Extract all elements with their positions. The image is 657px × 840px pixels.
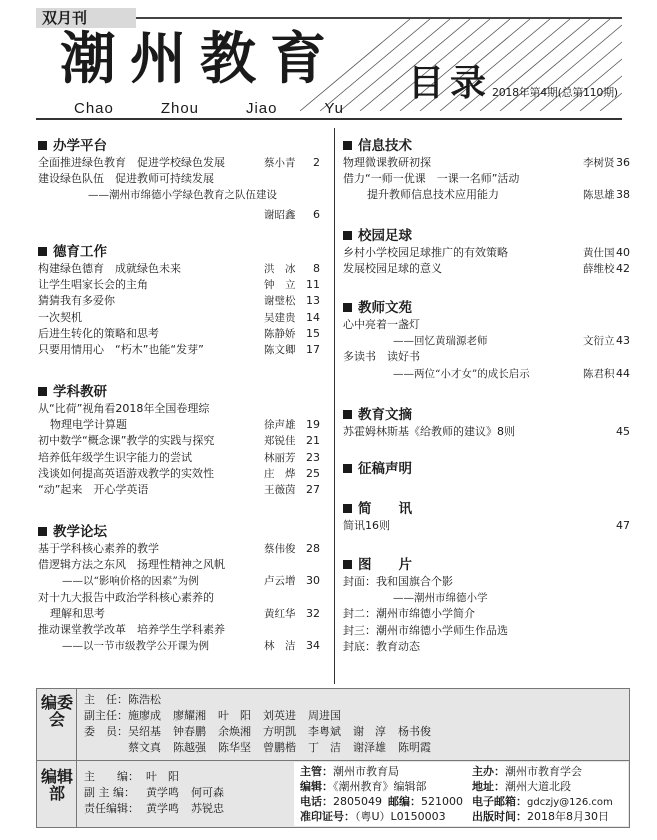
toc-entry[interactable]: 封二：潮州市绵德小学简介: [343, 607, 475, 621]
phone-line: 电话：2805049: [300, 795, 382, 808]
toc-entry[interactable]: 提升教师信息技术应用能力 陈思雄 38: [367, 188, 630, 202]
toc-entry[interactable]: 理解和思考 黄红华 32: [50, 606, 320, 620]
pinyin-syllable: Zhou: [160, 100, 200, 117]
toc-entry-subtitle[interactable]: ——两位“小才女”的成长启示 陈君积 44: [393, 366, 630, 380]
toc-entry[interactable]: 借力“一师一优课 一课一名师”活动: [343, 172, 520, 186]
address-line: 地址：潮州大道北段: [472, 780, 571, 793]
section-title: 教育文摘: [343, 406, 630, 424]
postcode-line: 邮编：521000: [388, 795, 463, 808]
chief-editor-row: 主 编： 叶 阳: [84, 770, 179, 783]
section-news-briefs: [343, 500, 630, 534]
toc-entry[interactable]: 封三：潮州市绵德小学师生作品选: [343, 623, 508, 637]
bullet-square-icon: [343, 141, 352, 150]
section-title[interactable]: 征稿声明: [343, 460, 630, 478]
section-teacher-literature: [343, 299, 630, 382]
section-campus-football: [343, 227, 630, 277]
toc-entry[interactable]: 基于学科核心素养的教学 蔡伟俊 28: [38, 542, 320, 555]
title-pinyin: [74, 100, 344, 117]
section-title: 教学论坛: [38, 523, 320, 541]
committee-members-row-2: 蔡文真 陈越强 陈华坚 曾鹏楷 丁 洁 谢泽雄 陈明霞: [128, 741, 431, 754]
editor-line: 编辑：《潮州教育》编辑部: [300, 780, 427, 793]
section-subject-research: [38, 383, 320, 498]
toc-entry[interactable]: 对十九大报告中政治学科核心素养的: [38, 590, 214, 604]
contents-heading: 目录: [408, 63, 493, 104]
toc-entry[interactable]: 苏霍姆林斯基《给教师的建议》8则 45: [343, 425, 630, 438]
toc-entry[interactable]: 发展校园足球的意义 薛维校 42: [343, 262, 630, 276]
section-title: 教师文苑: [343, 299, 630, 317]
section-title: 校园足球: [343, 227, 630, 245]
editorial-committee-label: 编委会: [40, 693, 73, 729]
toc-entry[interactable]: 浅谈如何提高英语游戏教学的实效性 庄 烨 25: [38, 466, 320, 480]
toc-entry[interactable]: 物理微课教研初探 李树贤 36: [343, 156, 630, 169]
toc-entry[interactable]: 猜猜我有多爱你 谢璧松 13: [38, 294, 320, 308]
section-title: 办学平台: [38, 137, 320, 155]
section-title: 图 片: [343, 556, 630, 574]
bullet-square-icon: [343, 504, 352, 513]
deputy-editor-row: 副 主 编： 黄学鸣 何可森: [84, 786, 224, 799]
toc-entry-author-line: 谢昭鑫 6: [264, 207, 320, 221]
column-divider: [334, 128, 335, 684]
bullet-square-icon: [38, 247, 47, 256]
toc-entry[interactable]: 借逻辑方法之东风 扬理性精神之风帆: [38, 558, 225, 572]
label-separator: [76, 761, 77, 828]
toc-entry-subtitle: ——潮州市绵德小学绿色教育之队伍建设: [88, 189, 277, 202]
pinyin-syllable: Chao: [74, 100, 114, 117]
publish-date-line: 出版时间：2018年8月30日: [472, 810, 609, 823]
bullet-square-icon: [343, 231, 352, 240]
email-line[interactable]: 电子邮箱：gdczjy@126.com: [472, 795, 613, 808]
permit-line: 准印证号：（粤U）L0150003: [300, 810, 446, 823]
toc-entry[interactable]: 推动课堂教学改革 培养学生学科素养: [38, 622, 225, 636]
toc-entry[interactable]: 物理电学计算题 徐声雄 19: [50, 418, 320, 432]
bullet-square-icon: [343, 303, 352, 312]
section-moral-education: [38, 243, 320, 358]
bullet-square-icon: [343, 410, 352, 419]
issue-number: 2018年第4期(总第110期): [492, 86, 618, 99]
label-separator: [76, 688, 77, 760]
editorial-dept-label: 编辑部: [40, 767, 73, 803]
section-education-digest: [343, 406, 630, 440]
bullet-square-icon: [38, 527, 47, 536]
toc-entry[interactable]: 心中亮着一盏灯: [343, 318, 420, 331]
toc-entry[interactable]: 只要用情用心 “朽木”也能“发芽” 陈文卿 17: [38, 342, 320, 356]
toc-entry[interactable]: 封面：我和国旗合个影: [343, 575, 453, 588]
section-info-tech: [343, 137, 630, 204]
toc-entry[interactable]: 多读书 读好书: [343, 350, 420, 364]
section-title: 信息技术: [343, 137, 630, 155]
toc-entry[interactable]: 让学生唱家长会的主角 钟 立 11: [38, 278, 320, 292]
masthead-divider: [36, 760, 630, 761]
responsible-editor-row: 责任编辑： 黄学鸣 苏锐忠: [84, 802, 224, 815]
committee-director-row: 主 任：陈浩松: [84, 693, 161, 706]
toc-entry[interactable]: “动”起来 开心学英语 王薇茵 27: [38, 482, 320, 496]
pinyin-syllable: Yu: [324, 100, 344, 117]
bullet-square-icon: [38, 141, 47, 150]
toc-entry[interactable]: 培养低年级学生识字能力的尝试 林丽芳 23: [38, 450, 320, 464]
toc-entry[interactable]: 构建绿色德育 成就绿色未来 洪 冰 8: [38, 262, 320, 275]
toc-entry[interactable]: 建设绿色队伍 促进教师可持续发展: [38, 172, 214, 186]
bullet-square-icon: [343, 464, 352, 473]
toc-entry[interactable]: 封底：教育动态: [343, 639, 420, 653]
section-call-for-papers: [343, 460, 630, 478]
section-title: 简 讯: [343, 500, 630, 518]
toc-entry-subtitle: ——潮州市绵德小学: [393, 592, 488, 605]
committee-vice-row: 副主任：施廖成 廖耀湘 叶 阳 刘英进 周进国: [84, 709, 341, 722]
sponsor-line: 主办：潮州市教育学会: [472, 765, 582, 778]
toc-entry[interactable]: 简讯16则 47: [343, 519, 630, 532]
supervisor-line: 主管：潮州市教育局: [300, 765, 399, 778]
toc-entry[interactable]: 全面推进绿色教育 促进学校绿色发展 蔡小青 2: [38, 156, 320, 169]
pinyin-syllable: Jiao: [245, 100, 278, 117]
magazine-title: 潮州教育: [60, 26, 340, 92]
bullet-square-icon: [343, 560, 352, 569]
toc-entry-subtitle[interactable]: ——以一节市级教学公开课为例 林 洁 34: [62, 639, 320, 653]
toc-entry[interactable]: 初中数学“概念课”教学的实践与探究 郑锐佳 21: [38, 434, 320, 448]
committee-members-row: 委 员：吴绍基 钟春鹏 余焕湘 方明凯 李粤斌 谢 淳 杨书俊: [84, 725, 431, 738]
toc-entry[interactable]: 乡村小学校园足球推广的有效策略 黄仕国 40: [343, 246, 630, 259]
header-bottom-rule: [36, 118, 622, 120]
bullet-square-icon: [38, 387, 47, 396]
toc-entry[interactable]: 后进生转化的策略和思考 陈静娇 15: [38, 326, 320, 340]
toc-entry[interactable]: 一次契机 吴建贵 14: [38, 310, 320, 324]
toc-entry-subtitle[interactable]: ——回忆黄瑞源老师 文衍立 43: [393, 334, 630, 348]
toc-entry[interactable]: 从“比荷”视角看2018年全国卷理综: [38, 402, 210, 415]
section-school-platform: [38, 137, 320, 223]
frequency-label: 双月刊: [36, 8, 136, 28]
section-title: 德育工作: [38, 243, 320, 261]
toc-entry-subtitle[interactable]: ——以“影响价格的因素”为例 卢云增 30: [62, 574, 320, 588]
section-title: 学科教研: [38, 383, 320, 401]
section-teaching-forum: [38, 523, 320, 654]
section-pictures: [343, 556, 630, 655]
